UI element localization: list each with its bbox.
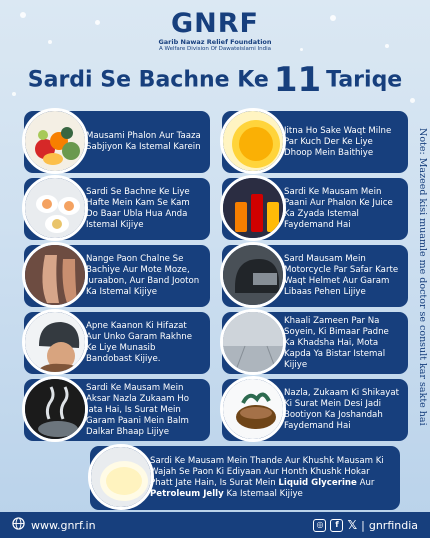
helmet-icon bbox=[220, 242, 286, 308]
tip-card bbox=[222, 245, 408, 307]
globe-icon bbox=[12, 517, 25, 533]
tip-line: Sardi Ke Mausam Mein Thande Aur Khushk Mausam Ki Wajah Se Paon Ki Ediyaan Aur Honth Khushk Hokar Phatt Jate Hain, Is Surat Mein bbox=[150, 456, 384, 488]
tip-text: Nange Paon Chalne Se Bachiye Aur Mote Moze, Juraabon, Aur Band Jooton Ka Istemal Kijiye bbox=[86, 254, 200, 297]
sun-icon bbox=[220, 108, 286, 174]
social-links bbox=[313, 518, 418, 532]
logo-tagline: A Welfare Division Of Dawateislami India bbox=[158, 46, 272, 52]
tip-text: Apne Kaanon Ki Hifazat Aur Unko Garam Rakhne Ke Liye Munasib Bandobast Kijiye. bbox=[86, 321, 193, 364]
tip-card bbox=[24, 178, 210, 240]
tip-card bbox=[222, 111, 408, 173]
warm-cap-icon bbox=[22, 309, 88, 375]
boiled-eggs-icon bbox=[22, 175, 88, 241]
x-icon[interactable]: 𝕏 bbox=[347, 518, 358, 532]
tip-text: Sard Mausam Mein Motorcycle Par Safar Karte Waqt Helmet Aur Garam Libaas Pehen Lijiye bbox=[284, 254, 399, 297]
tip-card bbox=[222, 178, 408, 240]
tip-text: Mausami Phalon Aur Taaza Sabjiyon Ka Istemal Karein bbox=[86, 131, 201, 152]
tip-text: Nazla, Zukaam Ki Shikayat Ki Surat Mein Desi Jadi Bootiyon Ka Joshandah Faydemand Hai bbox=[284, 388, 399, 431]
tip-text bbox=[150, 456, 392, 500]
tip-ending: Ka Istemaal Kijiye bbox=[226, 489, 303, 499]
cream-jar-icon bbox=[88, 444, 154, 510]
side-note: Note: Mazeed kisi muamle me doctor se consult kar sakte hai bbox=[417, 128, 428, 426]
website-link[interactable] bbox=[12, 517, 96, 533]
logo-text: GNRF bbox=[171, 8, 259, 39]
tip-card bbox=[222, 312, 408, 374]
tip-card bbox=[222, 379, 408, 441]
footer bbox=[0, 512, 430, 538]
logo-subtitle: Garib Nawaz Relief Foundation bbox=[158, 38, 272, 46]
tip-text: Sardi Ke Mausam Mein Aksar Nazla Zukaam Ho Jata Hai, Is Surat Mein Garam Paani Mein Balm Dalkar Bhaap Lijiye bbox=[86, 382, 189, 437]
social-handle[interactable]: gnrfindia bbox=[368, 518, 418, 532]
tip-highlight-glycerine: Liquid Glycerine bbox=[278, 478, 357, 488]
tip-text: Sardi Ke Mausam Mein Paani Aur Phalon Ke Juice Ka Zyada Istemal Faydemand Hai bbox=[284, 187, 393, 230]
bare-feet-icon bbox=[22, 242, 88, 308]
tip-card bbox=[24, 111, 210, 173]
steam-icon bbox=[22, 376, 88, 442]
tip-card bbox=[24, 379, 210, 441]
tip-card bbox=[24, 312, 210, 374]
facebook-icon[interactable]: f bbox=[330, 519, 343, 532]
title-part1: Sardi Se Bachne Ke bbox=[27, 67, 269, 93]
tip-connector: Aur bbox=[359, 478, 375, 488]
website-text: www.gnrf.in bbox=[31, 518, 96, 532]
floor-icon bbox=[220, 309, 286, 375]
page-title bbox=[0, 60, 430, 100]
separator: | bbox=[361, 518, 365, 532]
title-number: 11 bbox=[273, 60, 322, 100]
tip-text: Sardi Se Bachne Ke Liye Hafte Mein Kam Se Kam Do Baar Ubla Hua Anda Istemal Kijiye bbox=[86, 187, 190, 230]
tip-card-wide bbox=[90, 446, 400, 510]
herbal-drink-icon bbox=[220, 376, 286, 442]
juice-glasses-icon bbox=[220, 175, 286, 241]
tip-highlight-petroleum: Petroleum Jelly bbox=[150, 489, 224, 499]
logo bbox=[0, 8, 430, 52]
tip-text: Khaali Zameen Par Na Soyein, Ki Bimaar Padne Ka Khadsha Hai, Mota Kapda Ya Bistar Istemal Kijiye bbox=[284, 315, 389, 370]
instagram-icon[interactable]: ◎ bbox=[313, 519, 326, 532]
tip-text: Jitna Ho Sake Waqt Milne Par Kuch Der Ke Liye Dhoop Mein Baithiye bbox=[284, 125, 392, 158]
tip-card bbox=[24, 245, 210, 307]
fruits-vegetables-icon bbox=[22, 108, 88, 174]
title-part2: Tariqe bbox=[326, 67, 403, 93]
